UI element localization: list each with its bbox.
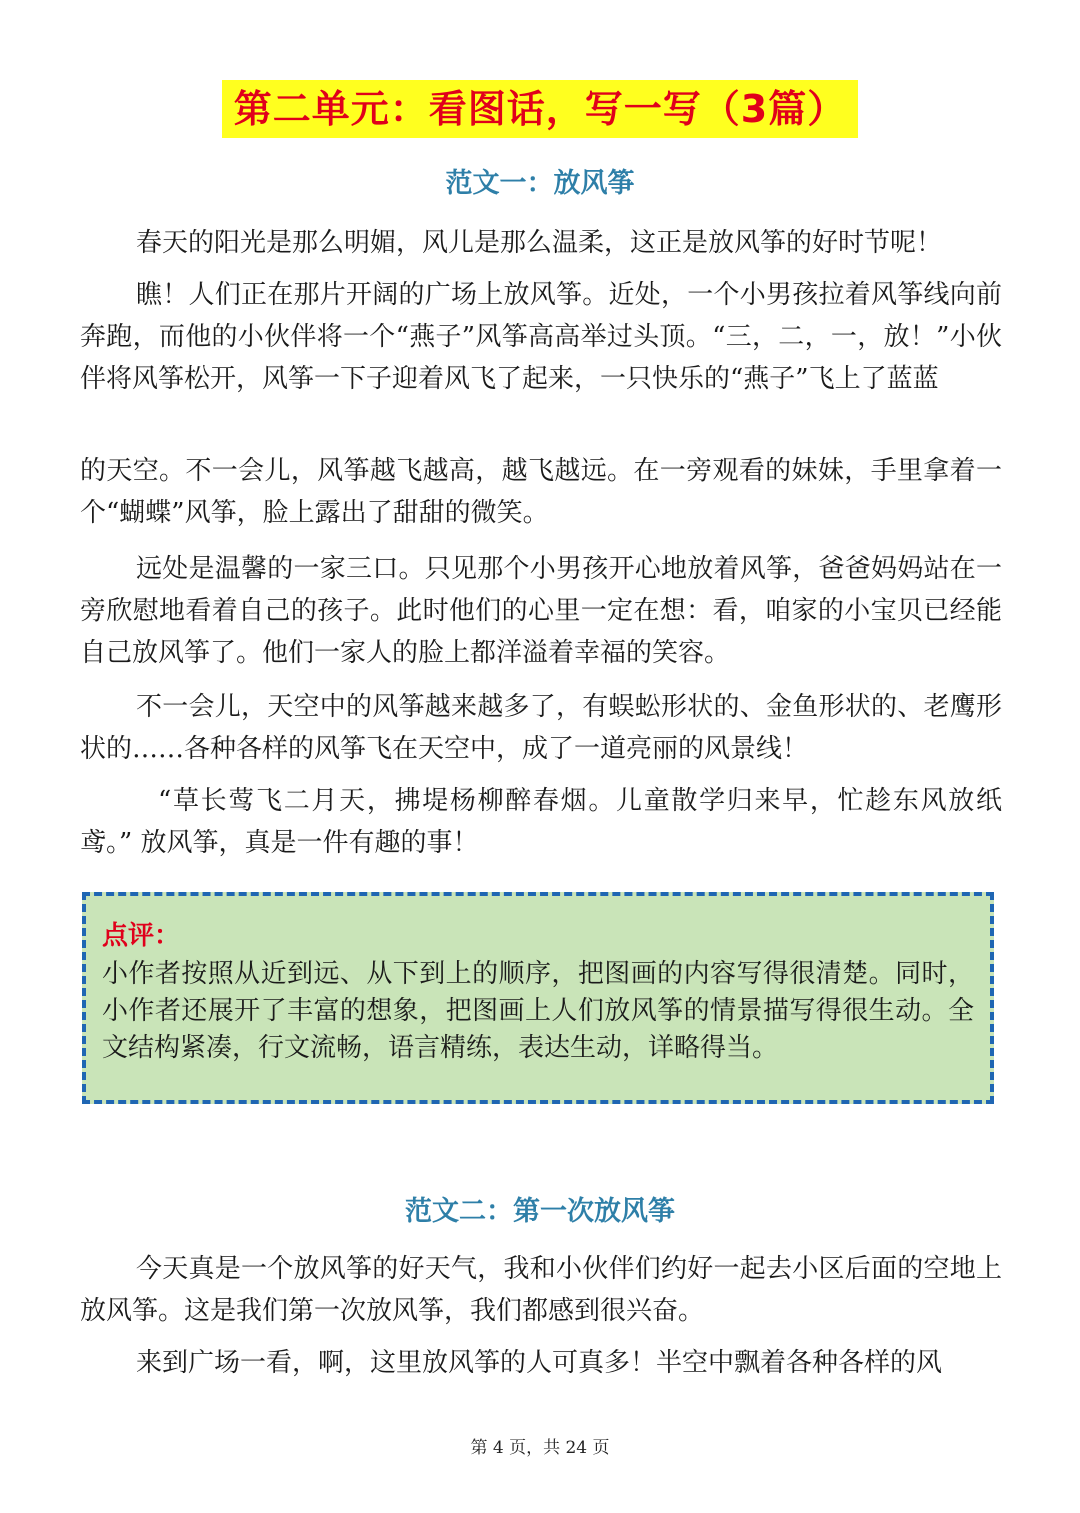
essay-2-paragraph: 来到广场一看，啊，这里放风筝的人可真多！半空中飘着各种各样的风 (136, 1348, 943, 1378)
essay-1-paragraph: 不一会儿，天空中的风筝越来越多了，有蜈蚣形状的、金鱼形状的、老鹰形状的……各种各样的风筝飞在天空中，成了一道亮丽的风景线！ (80, 692, 1002, 764)
essay-1-paragraph: 瞧！人们正在那片开阔的广场上放风筝。近处，一个小男孩拉着风筝线向前奔跑，而他的小伙伴将一个“燕子”风筝高高举过头顶。“三，二，一，放！”小伙伴将风筝松开，风筝一下子迎着风飞了起来，一只快乐的“燕子”飞上了蓝蓝 (80, 280, 1002, 394)
comment-label: 点评： (102, 921, 181, 951)
page-title: 第二单元：看图话，写一写（3篇） (222, 80, 858, 138)
essay-1-paragraph: 远处是温馨的一家三口。只见那个小男孩开心地放着风筝，爸爸妈妈站在一旁欣慰地看着自己的孩子。此时他们的心里一定在想：看，咱家的小宝贝已经能自己放风筝了。他们一家人的脸上都洋溢着幸福的笑容。 (80, 554, 1002, 668)
essay-1-paragraph: 春天的阳光是那么明媚，风儿是那么温柔，这正是放风筝的好时节呢！ (136, 228, 943, 258)
comment-text: 小作者按照从近到远、从下到上的顺序，把图画的内容写得很清楚。同时，小作者还展开了丰富的想象，把图画上人们放风筝的情景描写得很生动。全文结构紧凑，行文流畅，语言精练，表达生动，详略得当。 (102, 959, 974, 1063)
essay-2-paragraph: 今天真是一个放风筝的好天气，我和小伙伴们约好一起去小区后面的空地上放风筝。这是我们第一次放风筝，我们都感到很兴奋。 (80, 1254, 1002, 1326)
essay-2-title: 范文二：第一次放风筝 (405, 1196, 675, 1227)
essay-1-paragraph: 的天空。不一会儿，风筝越飞越高，越飞越远。在一旁观看的妹妹，手里拿着一个“蝴蝶”风筝，脸上露出了甜甜的微笑。 (80, 456, 1002, 528)
comment-box (82, 892, 994, 1104)
page-title-container (0, 80, 1080, 138)
page-number: 第 4 页，共 24 页 (470, 1438, 610, 1458)
essay-1-title: 范文一：放风筝 (445, 168, 635, 199)
essay-1-paragraph: “草长莺飞二月天，拂堤杨柳醉春烟。儿童散学归来早，忙趁东风放纸鸢。” 放风筝，真是一件有趣的事！ (80, 786, 1002, 858)
